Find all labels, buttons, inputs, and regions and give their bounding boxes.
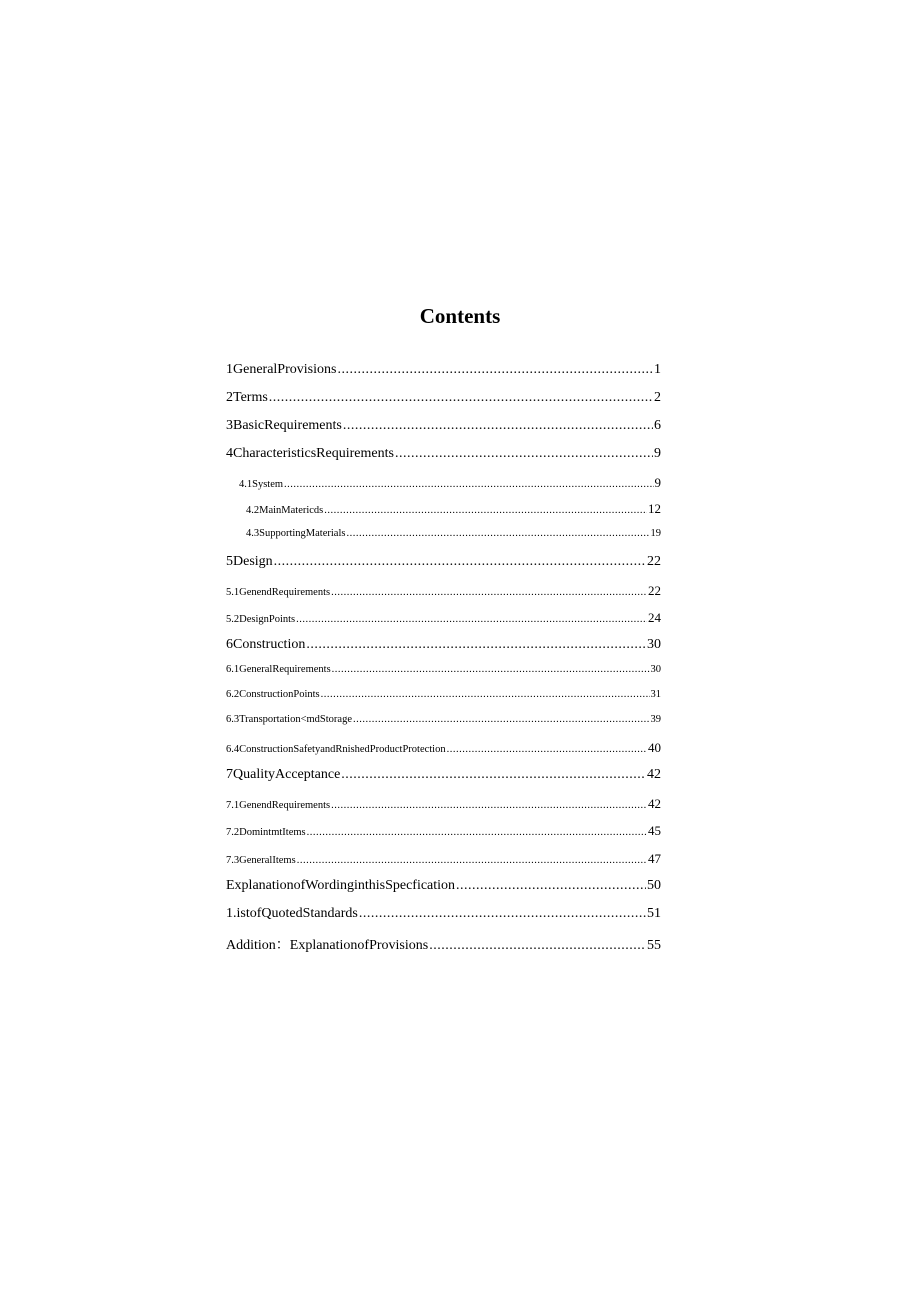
- toc-entry-page: 31: [650, 689, 661, 700]
- toc-entry-number: 6.1: [226, 664, 240, 675]
- toc-entry[interactable]: [226, 689, 661, 700]
- toc-entry-number: 4.2: [246, 505, 260, 516]
- toc-entry-label: GeneralProvisions: [233, 362, 337, 377]
- toc-entry[interactable]: [226, 906, 661, 922]
- toc-leader-dots: [359, 906, 646, 922]
- toc-entry-label: CharacteristicsRequirements: [233, 446, 394, 461]
- toc-entry-page: 55: [647, 938, 661, 953]
- toc-leader-dots: [395, 446, 653, 462]
- toc-entry-label: BasicRequirements: [233, 418, 342, 433]
- toc-entry[interactable]: [226, 823, 661, 839]
- toc-entry-number: 3: [226, 418, 233, 433]
- toc-entry-label: Design: [233, 554, 273, 569]
- toc-entry-label: DomintmtItems: [239, 827, 306, 838]
- toc-entry-label: System: [252, 479, 284, 490]
- toc-entry-page: 9: [654, 446, 661, 461]
- toc-entry-number: 4.1: [239, 479, 253, 490]
- toc-entry-label: Addition：ExplanationofProvisions: [226, 938, 429, 953]
- toc-entry-number: 4: [226, 446, 233, 461]
- toc-leader-dots: [331, 800, 647, 811]
- toc-entry[interactable]: [226, 610, 661, 626]
- toc-entry-number: 6: [226, 637, 233, 652]
- toc-entry[interactable]: [226, 796, 661, 812]
- toc-entry[interactable]: [226, 934, 661, 954]
- toc-entry-page: 9: [654, 475, 661, 490]
- toc-entry[interactable]: [226, 878, 661, 894]
- toc-entry-label: Construction: [233, 637, 306, 652]
- toc-leader-dots: [296, 614, 647, 625]
- toc-entry-label: DesignPoints: [239, 614, 296, 625]
- toc-entry-label: ExplanationofWordinginthisSpecfication: [226, 878, 456, 893]
- toc-entry-page: 2: [654, 390, 661, 405]
- toc-entry[interactable]: [226, 418, 661, 434]
- toc-entry[interactable]: [239, 475, 661, 491]
- toc-entry-page: 39: [650, 714, 661, 725]
- toc-entry-page: 22: [647, 554, 661, 569]
- toc-entry-number: 5.2: [226, 614, 240, 625]
- toc-entry-number: 7.3: [226, 855, 240, 866]
- toc-entry-page: 30: [650, 664, 661, 675]
- toc-entry[interactable]: [226, 446, 661, 462]
- toc-leader-dots: [321, 689, 650, 700]
- toc-entry[interactable]: [246, 528, 661, 539]
- toc-entry[interactable]: [226, 740, 661, 756]
- toc-leader-dots: [343, 418, 653, 434]
- toc-entry[interactable]: [226, 851, 661, 867]
- toc-entry[interactable]: [226, 554, 661, 570]
- toc-entry[interactable]: [226, 714, 661, 725]
- toc-entry-label: ConstructionPoints: [239, 689, 320, 700]
- toc-entry-label: GeneralRequirements: [239, 664, 331, 675]
- toc-leader-dots: [332, 664, 650, 675]
- toc-entry-page: 45: [648, 823, 661, 838]
- toc-entry-page: 30: [647, 637, 661, 652]
- toc-entry-label: MainMatericds: [259, 505, 324, 516]
- toc-leader-dots: [456, 878, 646, 894]
- toc-leader-dots: [447, 744, 647, 755]
- toc-entry-number: 7.2: [226, 827, 240, 838]
- toc-entry-number: 6.3: [226, 714, 240, 725]
- toc-entry-label: Terms: [233, 390, 268, 405]
- toc-entry-number: 7.1: [226, 800, 240, 811]
- toc-leader-dots: [429, 938, 646, 954]
- toc-entry[interactable]: [226, 767, 661, 783]
- toc-leader-dots: [346, 528, 649, 539]
- toc-entry-label: GenendRequirements: [239, 800, 331, 811]
- toc-entry-page: 19: [650, 528, 661, 539]
- toc-entry-page: 22: [648, 583, 661, 598]
- toc-leader-dots: [307, 827, 647, 838]
- toc-entry[interactable]: [226, 664, 661, 675]
- toc-entry-label: QualityAcceptance: [233, 767, 341, 782]
- toc-entry-page: 50: [647, 878, 661, 893]
- toc-entry[interactable]: [226, 390, 661, 406]
- toc-entry-number: 6.2: [226, 689, 240, 700]
- toc-entry-label: Transportation<mdStorage: [239, 714, 352, 725]
- toc-entry-number: 6.4: [226, 744, 240, 755]
- toc-leader-dots: [274, 554, 646, 570]
- toc-entry-page: 1: [654, 362, 661, 377]
- toc-leader-dots: [297, 855, 647, 866]
- toc-entry-number: 5: [226, 554, 233, 569]
- toc-entry[interactable]: [226, 583, 661, 599]
- toc-entry[interactable]: [226, 637, 661, 653]
- toc-entry-label: SupportingMaterials: [259, 528, 346, 539]
- toc-entry-page: 24: [648, 610, 661, 625]
- toc-entry-page: 40: [648, 740, 661, 755]
- toc-entry[interactable]: [246, 501, 661, 517]
- toc-entry-label: GeneralItems: [239, 855, 296, 866]
- toc-leader-dots: [353, 714, 650, 725]
- toc-leader-dots: [324, 505, 647, 516]
- toc-entry-number: 1: [226, 362, 233, 377]
- toc-entry-page: 51: [647, 906, 661, 921]
- toc-entry-page: 47: [648, 851, 661, 866]
- toc-entry-page: 12: [648, 501, 661, 516]
- toc-entry-label: 1.istofQuotedStandards: [226, 906, 358, 921]
- toc-entry-number: 4.3: [246, 528, 260, 539]
- toc-entry-label: GenendRequirements: [239, 587, 331, 598]
- toc-leader-dots: [284, 479, 653, 490]
- toc-leader-dots: [269, 390, 653, 406]
- toc-entry-page: 6: [654, 418, 661, 433]
- toc-entry-number: 7: [226, 767, 233, 782]
- toc-leader-dots: [341, 767, 646, 783]
- toc-leader-dots: [331, 587, 647, 598]
- toc-entry-label: ConstructionSafetyandRnishedProductProtection: [239, 744, 446, 755]
- toc-leader-dots: [306, 637, 646, 653]
- toc-entry-number: 2: [226, 390, 233, 405]
- toc-entry-number: 5.1: [226, 587, 240, 598]
- toc-entry-page: 42: [648, 796, 661, 811]
- toc-entry-page: 42: [647, 767, 661, 782]
- page-title: Contents: [419, 304, 501, 328]
- toc-leader-dots: [337, 362, 653, 378]
- toc-entry[interactable]: [226, 362, 661, 378]
